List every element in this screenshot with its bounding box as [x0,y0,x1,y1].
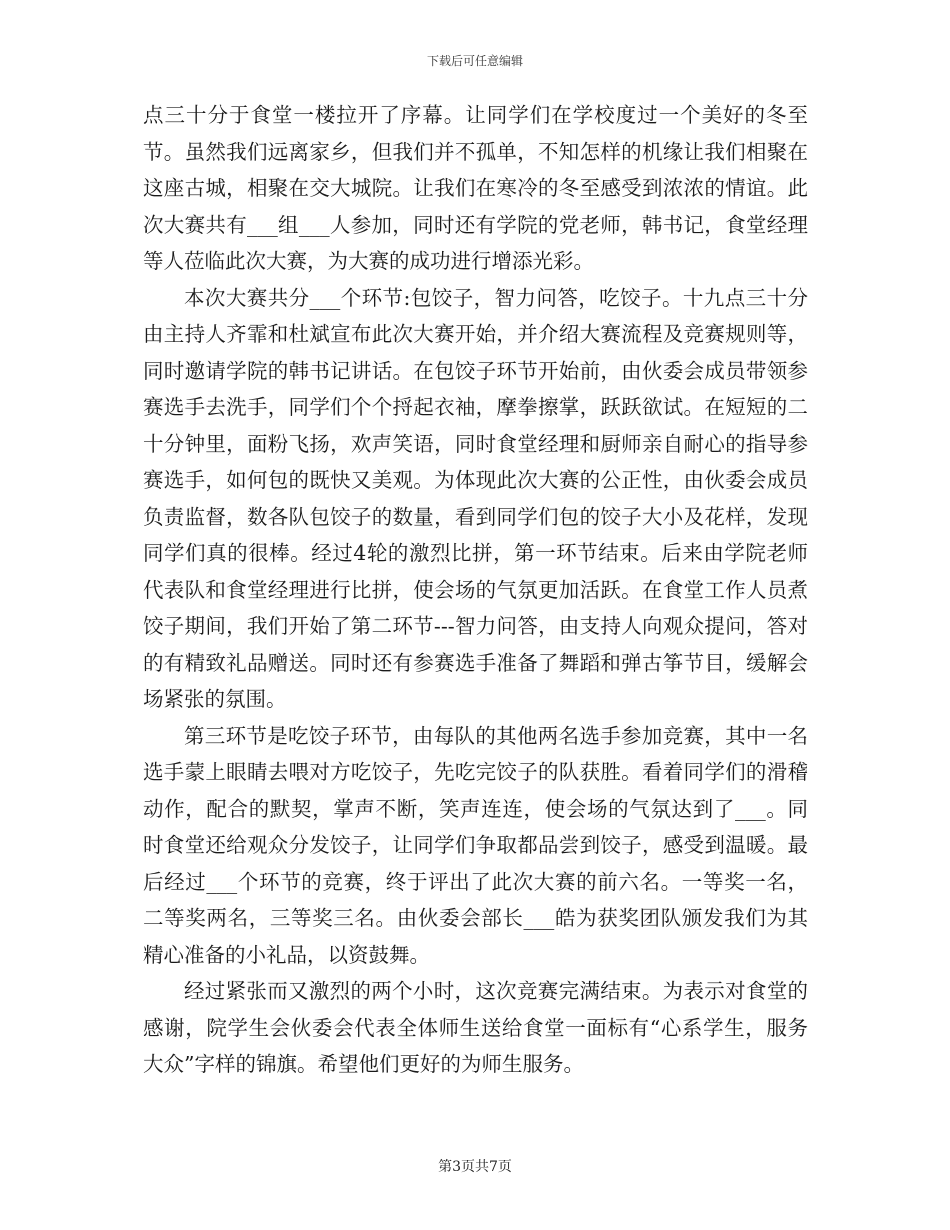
paragraph-3: 第三环节是吃饺子环节，由每队的其他两名选手参加竞赛，其中一名选手蒙上眼睛去喂对方吃饺子，先吃完饺子的队获胜。看着同学们的滑稽动作，配合的默契，掌声不断，笑声连连，使会场的气氛达到了___。同时食堂还给观众分发饺子，让同学们争取都品尝到饺子，感受到温暖。最后经过___个环节的竞赛，终于评出了此次大赛的前六名。一等奖一名，二等奖两名，三等奖三名。由伙委会部长___皓为获奖团队颁发我们为其精心准备的小礼品，以资鼓舞。 [143,723,808,967]
paragraph-1: 点三十分于食堂一楼拉开了序幕。让同学们在学校度过一个美好的冬至节。虽然我们远离家乡，但我们并不孤单，不知怎样的机缘让我们相聚在这座古城，相聚在交大城院。让我们在寒冷的冬至感受到浓浓的情谊。此次大赛共有___组___人参加，同时还有学院的党老师，韩书记，食堂经理等人莅临此次大赛，为大赛的成功进行增添光彩。 [143,103,808,273]
paragraph-2: 本次大赛共分___个环节:包饺子，智力问答，吃饺子。十九点三十分由主持人齐霏和杜斌宣布此次大赛开始，并介绍大赛流程及竞赛规则等，同时邀请学院的韩书记讲话。在包饺子环节开始前，由伙委会成员带领参赛选手去洗手，同学们个个捋起衣袖，摩拳擦掌，跃跃欲试。在短短的二十分钟里，面粉飞扬，欢声笑语，同时食堂经理和厨师亲自耐心的指导参赛选手，如何包的既快又美观。为体现此次大赛的公正性，由伙委会成员负责监督，数各队包饺子的数量，看到同学们包的饺子大小及花样，发现同学们真的很棒。经过4轮的激烈比拼，第一环节结束。后来由学院老师代表队和食堂经理进行比拼，使会场的气氛更加活跃。在食堂工作人员煮饺子期间，我们开始了第二环节---智力问答，由支持人向观众提问，答对的有精致礼品赠送。同时还有参赛选手准备了舞蹈和弹古筝节目，缓解会场紧张的氛围。 [143,285,808,711]
page-header-note: 下载后可任意编辑 [426,54,523,68]
page-number: 第3页共7页 [438,1159,512,1175]
document-body [143,97,808,1083]
paragraph-4: 经过紧张而又激烈的两个小时，这次竞赛完满结束。为表示对食堂的感谢，院学生会伙委会代表全体师生送给食堂一面标有“心系学生，服务大众”字样的锦旗。希望他们更好的为师生服务。 [143,979,808,1076]
